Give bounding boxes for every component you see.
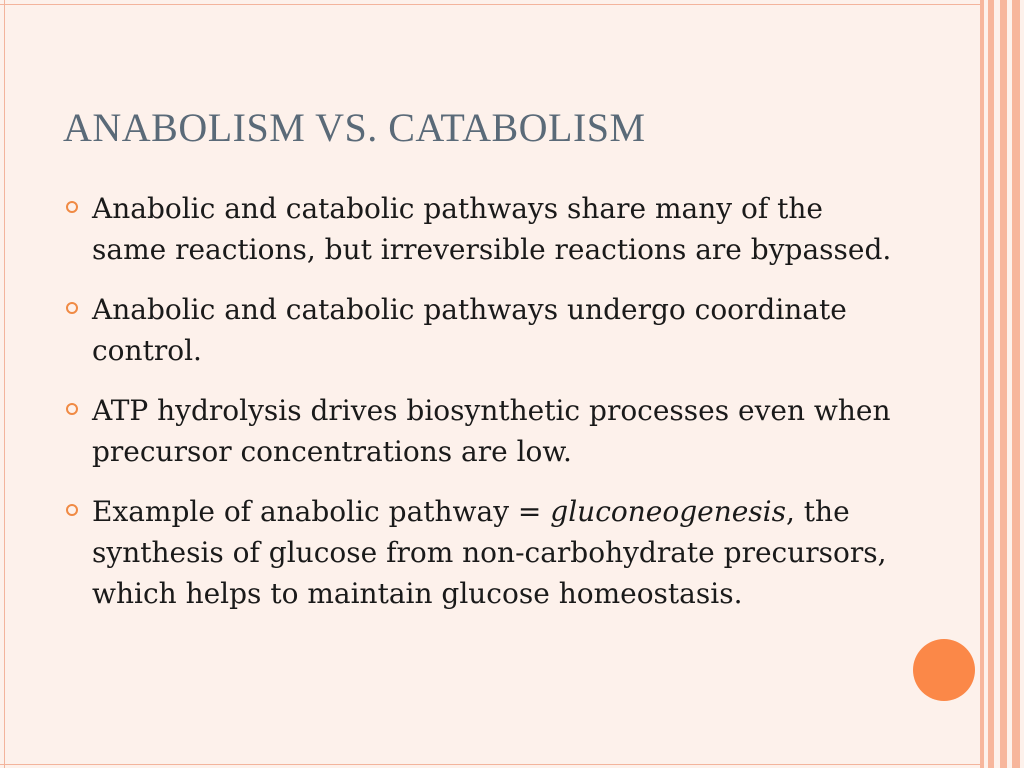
decorative-stripe <box>980 0 984 768</box>
bullet-text-before: Example of anabolic pathway = <box>92 495 551 528</box>
border-line-top <box>0 4 980 5</box>
bullet-item <box>63 390 893 472</box>
bullet-list <box>63 188 893 633</box>
bullet-item <box>63 491 893 614</box>
bullet-circle-icon <box>66 403 78 415</box>
bullet-circle-icon <box>66 201 78 213</box>
border-line-left <box>4 0 5 768</box>
slide-title: ANABOLISM VS. CATABOLISM <box>63 105 646 150</box>
border-line-bottom <box>0 764 980 765</box>
decorative-circle <box>913 639 975 701</box>
bullet-text: Anabolic and catabolic pathways undergo coordinate control. <box>92 293 847 367</box>
decorative-stripe <box>1012 0 1020 768</box>
decorative-stripe <box>1000 0 1007 768</box>
bullet-item <box>63 289 893 371</box>
bullet-item <box>63 188 893 270</box>
bullet-text: Anabolic and catabolic pathways share many of the same reactions, but irreversible reactions are bypassed. <box>92 192 892 266</box>
bullet-circle-icon <box>66 504 78 516</box>
bullet-text-after: , the synthesis of glucose from non-carbohydrate precursors, which helps to maintain glucose homeostasis. <box>92 495 887 610</box>
bullet-emphasis: gluconeogenesis <box>550 495 786 528</box>
bullet-circle-icon <box>66 302 78 314</box>
decorative-stripe <box>988 0 994 768</box>
bullet-text: ATP hydrolysis drives biosynthetic processes even when precursor concentrations are low. <box>92 394 891 468</box>
